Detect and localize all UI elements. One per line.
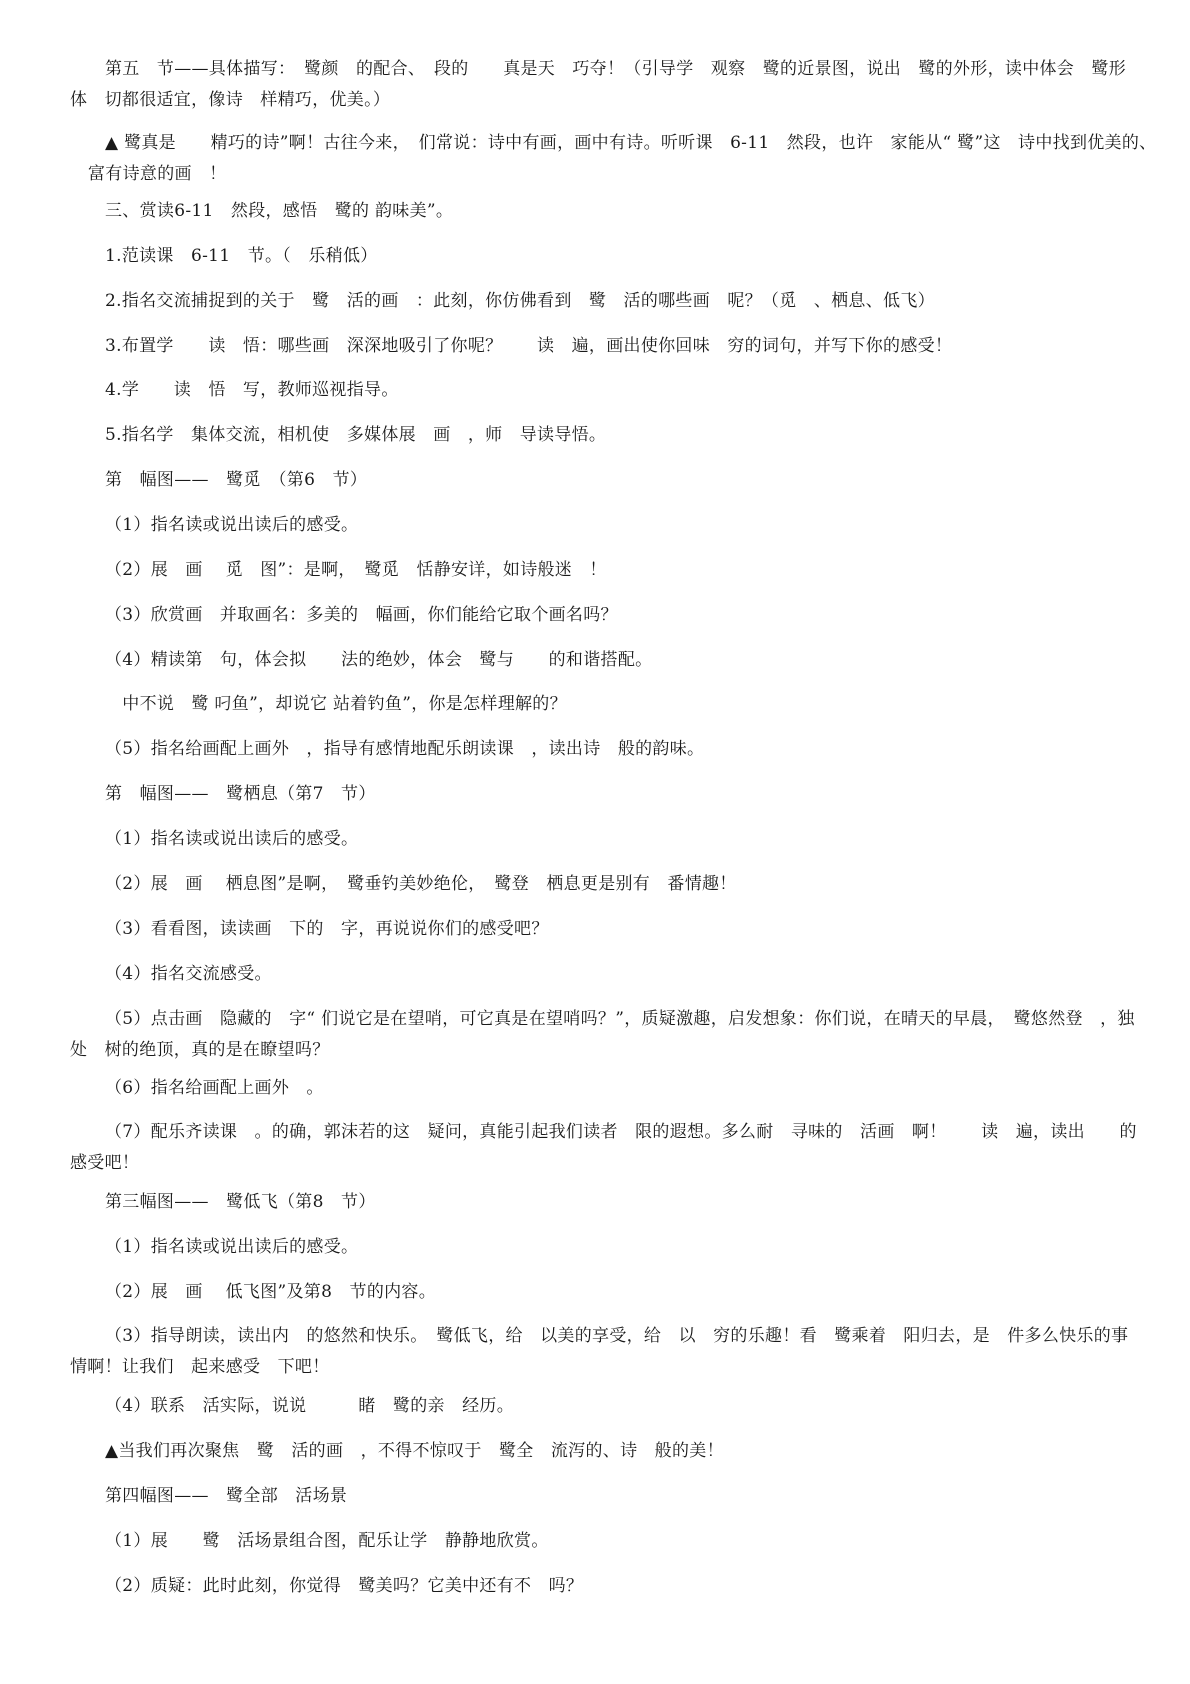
picture-four-item-1: （1）展 鹭 活场景组合图，配乐让学 静静地欣赏。 [105,1531,549,1551]
picture-four-item-2: （2）质疑：此时此刻，你觉得 鹭美吗？它美中还有不 吗？ [105,1576,584,1596]
picture-one-item-2: （2）展 画 觅 图”：是啊， 鹭觅 恬静安详，如诗般迷 ！ [105,560,607,580]
picture-one-item-5: （5）指名给画配上画外 ，指导有感情地配乐朗读课 ，读出诗 般的韵味。 [105,739,705,759]
paragraph-poem-intro: ▲ 鹭真是 精巧的诗”啊！古往今来， 们常说：诗中有画，画中有诗。听听课 6-11 然段，也许 家能从“ 鹭”这 诗中找到优美的、富有诗意的画 ！ [88,133,1157,184]
picture-three-item-4: （4）联系 活实际，说说 睹 鹭的亲 经历。 [105,1396,515,1416]
picture-four-heading: 第四幅图—— 鹭全部 活场景 [105,1486,348,1506]
step-1: 1.范读课 6-11 节。（ 乐稍低） [105,246,378,266]
picture-two-item-4: （4）指名交流感受。 [105,964,272,984]
picture-two-item-6: （6）指名给画配上画外 。 [105,1078,324,1098]
focus-statement: ▲当我们再次聚焦 鹭 活的画 ，不得不惊叹于 鹭全 流泻的、诗 般的美！ [105,1441,724,1461]
picture-one-heading: 第 幅图—— 鹭觅 （第6 节） [105,470,368,490]
picture-three-item-2: （2）展 画 低飞图”及第8 节的内容。 [105,1282,437,1302]
heading-appreciate: 三、赏读6-11 然段，感悟 鹭的 韵味美”。 [105,201,454,221]
picture-three-item-1: （1）指名读或说出读后的感受。 [105,1237,359,1257]
step-4: 4.学 读 悟 写，教师巡视指导。 [105,380,399,400]
picture-one-item-1: （1）指名读或说出读后的感受。 [105,515,359,535]
picture-one-item-3: （3）欣赏画 并取画名：多美的 幅画，你们能给它取个画名吗？ [105,605,618,625]
picture-two-item-3: （3）看看图，读读画 下的 字，再说说你们的感受吧？ [105,919,549,939]
picture-two-item-7: （7）配乐齐读课 。的确，郭沫若的这 疑问，真能引起我们读者 限的遐想。多么耐 寻味的 活画 啊！ 读 遍，读出 的感受吧！ [70,1122,1137,1173]
picture-two-item-1: （1）指名读或说出读后的感受。 [105,829,359,849]
step-3: 3.布置学 读 悟：哪些画 深深地吸引了你呢？ 读 遍，画出使你回味 穷的词句，并写下你的感受！ [105,336,953,356]
step-5: 5.指名学 集体交流，相机使 多媒体展 画 ，师 导读导悟。 [105,425,607,445]
picture-three-item-3: （3）指导朗读，读出内 的悠然和快乐。 鹭低飞，给 以美的享受，给 以 穷的乐趣！看 鹭乘着 阳归去，是 件多么快乐的事情啊！让我们 起来感受 下吧！ [70,1326,1129,1377]
picture-two-heading: 第 幅图—— 鹭栖息（第7 节） [105,784,376,804]
step-2: 2.指名交流捕捉到的关于 鹭 活的画 ：此刻，你仿佛看到 鹭 活的哪些画 呢？（觅 、栖息、低飞） [105,291,935,311]
picture-two-item-2: （2）展 画 栖息图”是啊， 鹭垂钓美妙绝伦， 鹭登 栖息更是别有 番情趣！ [105,874,737,894]
picture-one-item-4: （4）精读第 句，体会拟 法的绝妙，体会 鹭与 的和谐搭配。 [105,650,653,670]
paragraph-section-five: 第五 节——具体描写： 鹭颜 的配合、 段的 真是天 巧夺！（引导学 观察 鹭的近景图，说出 鹭的外形，读中体会 鹭形体 切都很适宜，像诗 样精巧，优美。） [70,59,1126,110]
picture-one-question: 中不说 鹭 叼鱼”，却说它 站着钓鱼”，你是怎样理解的？ [105,694,567,714]
picture-three-heading: 第三幅图—— 鹭低飞（第8 节） [105,1192,376,1212]
picture-two-item-5: （5）点击画 隐藏的 字“ 们说它是在望哨，可它真是在望哨吗？”，质疑激趣，启发想象：你们说，在晴天的早晨， 鹭悠然登 ，独处 树的绝顶，真的是在瞭望吗？ [70,1009,1135,1060]
